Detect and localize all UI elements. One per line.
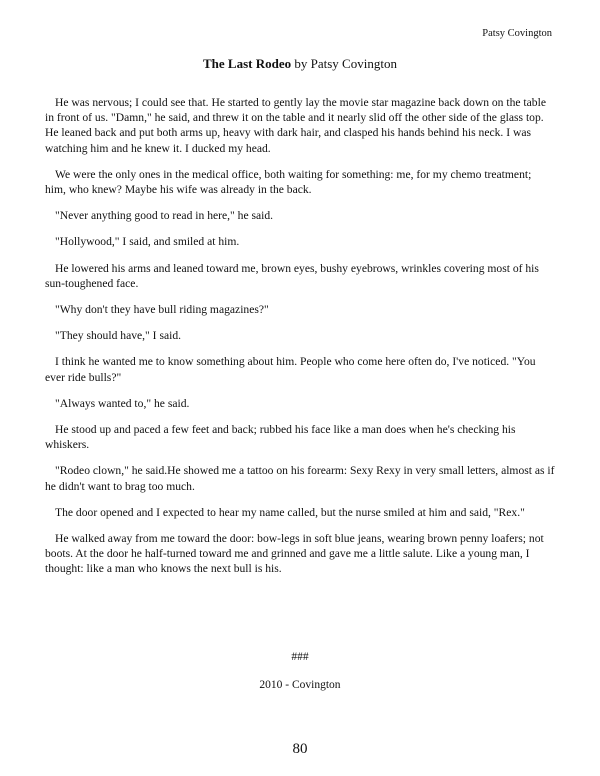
- paragraph: The door opened and I expected to hear my name called, but the nurse smiled at him and said, "Rex.": [55, 505, 525, 519]
- paragraph: "They should have," I said.: [55, 329, 182, 343]
- end-marker: ###: [291, 651, 309, 663]
- paragraph: "Never anything good to read in here," he said.: [55, 209, 274, 223]
- paragraph: He stood up and paced a few feet and back; rubbed his face like a man does when he's checking his whiskers.: [45, 423, 516, 452]
- story-body: [45, 95, 555, 588]
- story-title-line: [0, 56, 600, 72]
- story-byline: by Patsy Covington: [294, 56, 397, 71]
- paragraph: "Why don't they have bull riding magazines?": [55, 303, 269, 317]
- paragraph: "Hollywood," I said, and smiled at him.: [55, 235, 240, 249]
- page-number: 80: [292, 741, 308, 757]
- paragraph: He was nervous; I could see that. He started to gently lay the movie star magazine back down on the table in front of us. "Damn," he said, and threw it on the table and it nearly slid off the other side of the glass top. He leaned back and put both arms up, heavy with dark hair, and clasped his hands behind his neck. I was watching him and he knew it. I ducked my head.: [45, 96, 546, 155]
- paragraph: "Rodeo clown," he said.He showed me a tattoo on his forearm: Sexy Rexy in very small letters, almost as if he didn't want to brag too much.: [45, 464, 555, 493]
- paragraph: We were the only ones in the medical office, both waiting for something: me, for my chemo treatment; him, who knew? Maybe his wife was already in the back.: [45, 167, 532, 197]
- story-title: The Last Rodeo: [203, 56, 292, 71]
- running-header: Patsy Covington: [482, 28, 552, 39]
- paragraph: "Always wanted to," he said.: [55, 396, 190, 410]
- paragraph: I think he wanted me to know something about him. People who come here often do, I've noticed. "You ever ride bulls?": [45, 355, 536, 384]
- copyright-line: 2010 - Covington: [259, 679, 341, 691]
- paragraph: He lowered his arms and leaned toward me, brown eyes, bushy eyebrows, wrinkles covering most of his sun-toughened face.: [45, 261, 539, 290]
- paragraph: He walked away from me toward the door: bow-legs in soft blue jeans, wearing brown penny loafers; not boots. At the door he half-turned toward me and grinned and gave me a little salute. Like a young man, I thought: like a man who knows the next bull is his.: [45, 532, 544, 576]
